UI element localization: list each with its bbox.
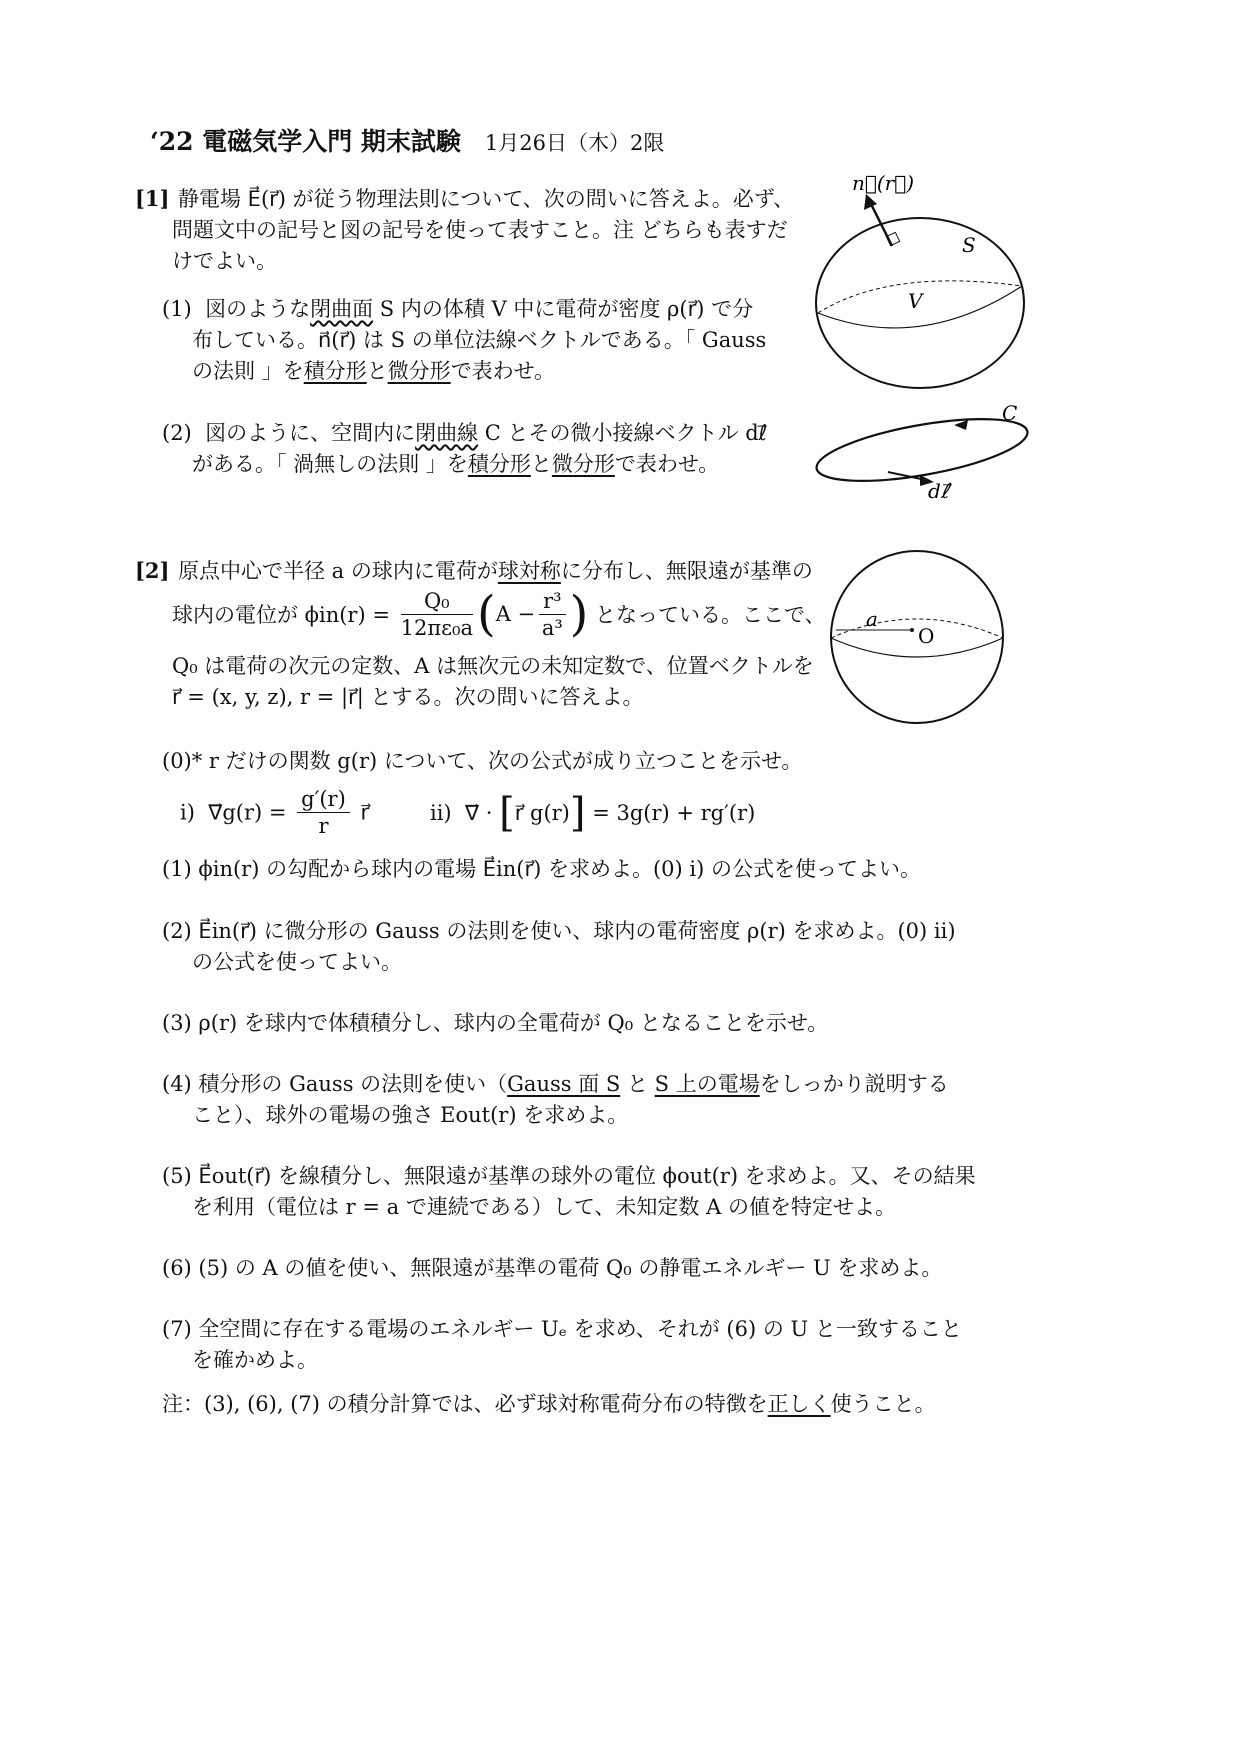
formula-i-rhs: r⃗ <box>360 800 370 825</box>
q2-part2-line2: の公式を使ってよい。 <box>192 950 402 974</box>
q2-part6: (6) (5) の A の値を使い、無限遠が基準の電荷 Q₀ の静電エネルギー U を求めよ。 <box>162 1256 943 1280</box>
sphere-equator-back <box>831 619 1003 638</box>
formula-i-fraction <box>297 786 350 839</box>
q1-intro-3: けでよい。 <box>172 249 277 273</box>
q2-line1-c: に分布し、無限遠が基準の <box>560 559 813 583</box>
q1-part1-line3 <box>192 355 555 387</box>
exam-title: ‘22 電磁気学入門 期末試験 <box>150 127 461 156</box>
integral-form-term: 積分形 <box>303 359 367 383</box>
normal-arrow-head <box>864 194 877 210</box>
q1-part1-law: の法則 」を <box>192 359 304 383</box>
right-paren: ) <box>569 586 589 642</box>
q2-part0: (0)* r だけの関数 g(r) について、次の公式が成り立つことを示せ。 <box>162 749 803 773</box>
q2-part4-b: をしっかり説明する <box>759 1072 949 1096</box>
surface-label: S <box>962 233 976 257</box>
q1-part2-end: で表わせ。 <box>614 452 720 476</box>
q2-part5-line2: を利用（電位は r = a で連続である）して、未知定数 A の値を特定せよ。 <box>192 1195 896 1219</box>
q2-part1: (1) ϕin(r) の勾配から球内の電場 E⃗in(r⃗) を求めよ。(0) i) の公式を使ってよい。 <box>162 857 921 881</box>
note-text-a: 注：(3), (6), (7) の積分計算では、必ず球対称電荷分布の特徴を <box>162 1392 768 1416</box>
differential-form-term: 微分形 <box>387 359 451 383</box>
formula-i-denominator: r <box>318 814 329 838</box>
origin-point <box>910 628 914 632</box>
ratio-denominator: a³ <box>541 615 563 640</box>
q2-line3: Q₀ は電荷の次元の定数、A は無次元の未知定数で、位置ベクトルを <box>172 654 814 678</box>
q2-note <box>162 1388 936 1420</box>
q2-part4-line2: こと）、球外の電場の強さ Eout(r) を求めよ。 <box>192 1103 629 1127</box>
fraction-numerator: Q₀ <box>401 588 473 615</box>
q2-line4: r⃗ = (x, y, z), r = |r⃗| とする。次の問いに答えよ。 <box>172 685 644 709</box>
formula-ii-rhs: = 3g(r) + rg′(r) <box>592 801 756 825</box>
q2-part3: (3) ρ(r) を球内で体積積分し、球内の全電荷が Q₀ となることを示せ。 <box>162 1011 829 1035</box>
closed-surface-term: 閉曲面 <box>310 297 374 321</box>
potential-post: となっている。ここで、 <box>595 603 826 627</box>
q2-line1 <box>178 555 813 587</box>
right-bracket: ] <box>569 790 586 836</box>
curve-direction-head <box>954 420 968 430</box>
formula-i-numerator: g′(r) <box>297 786 350 813</box>
potential-equation <box>172 586 826 642</box>
q1-intro-2: 問題文中の記号と図の記号を使って表すこと。注 どちらも表すだ <box>172 218 788 242</box>
q1-part1-line1 <box>162 293 753 325</box>
q1-part2-text-a: 図のように、空間内に <box>205 421 416 445</box>
left-bracket: [ <box>499 790 515 836</box>
q1-part1-and: と <box>366 359 388 383</box>
q1-number: [1] <box>135 186 170 211</box>
q1-part1-number: (1) <box>162 297 192 321</box>
note-text-c: 使うこと。 <box>830 1392 936 1416</box>
dl-label: dℓ⃗ <box>928 479 950 503</box>
normal-vector-arrow <box>870 202 892 246</box>
formula-i <box>180 786 369 839</box>
q1-part1-text-b: S 内の体積 V 中に電荷が密度 ρ(r⃗) で分 <box>373 297 754 321</box>
formula-ii-mid: r⃗ g(r) <box>514 801 570 825</box>
field-on-surface-term: S 上の電場 <box>654 1072 760 1096</box>
closed-curve-term: 閉曲線 <box>415 421 479 445</box>
q2-part2-line1: (2) E⃗in(r⃗) に微分形の Gauss の法則を使い、球内の電荷密度 ρ(r) を求めよ。(0) ii) <box>162 919 956 943</box>
sphere-figure <box>828 548 1008 728</box>
q2-part7-line1: (7) 全空間に存在する電場のエネルギー Uₑ を求め、それが (6) の U と一致すること <box>162 1317 962 1341</box>
spherical-symmetry-term: 球対称 <box>497 559 561 583</box>
q2-line1-a: 原点中心で半径 a の球内に電荷が <box>178 559 498 583</box>
formula-ii-label: ii) <box>430 801 452 825</box>
differential-form-term-2: 微分形 <box>551 452 615 476</box>
q1-part1-line2: 布している。n⃗(r⃗) は S の単位法線ベクトルである。「 Gauss <box>192 328 767 352</box>
ratio-fraction <box>539 588 565 641</box>
q1-part2-law: がある。「 渦無しの法則 」を <box>192 452 468 476</box>
q1-part2-line1 <box>162 417 767 449</box>
formula-i-lhs: ∇⃗g(r) = <box>208 800 287 825</box>
paren-content: A − <box>495 602 536 626</box>
formula-ii-lhs: ∇⃗ · <box>465 801 493 825</box>
q1-part2-text-b: C とその微小接線ベクトル dℓ⃗ <box>478 421 768 445</box>
q2-part4-and: と <box>620 1072 655 1096</box>
q1-intro-1: 静電場 E⃗(r⃗) が従う物理法則について、次の問いに答えよ。必ず、 <box>178 187 795 211</box>
origin-label: O <box>918 624 935 648</box>
left-paren: ( <box>476 586 496 642</box>
formula-ii <box>430 790 755 836</box>
gauss-surface-term: Gauss 面 S <box>507 1072 621 1096</box>
q2-part4-a: (4) 積分形の Gauss の法則を使い（ <box>162 1072 508 1096</box>
closed-curve-figure <box>808 398 1048 508</box>
exam-date: 1月26日（木）2限 <box>484 131 665 155</box>
q2-part4-line1 <box>162 1068 949 1100</box>
page-title <box>150 122 664 158</box>
formula-i-label: i) <box>180 800 195 825</box>
normal-label: n⃗(r⃗) <box>852 171 915 195</box>
curve-label: C <box>1002 401 1018 425</box>
ratio-numerator: r³ <box>539 588 565 615</box>
volume-label: V <box>908 289 923 313</box>
closed-surface-figure <box>800 168 1040 408</box>
q1-part1-end: で表わせ。 <box>450 359 556 383</box>
q1-part2-and: と <box>530 452 552 476</box>
fraction-denominator: 12πε₀a <box>400 615 473 640</box>
q2-number: [2] <box>135 558 170 583</box>
radius-label: a <box>866 607 878 631</box>
correctly-term: 正しく <box>767 1392 831 1416</box>
q1-part2-number: (2) <box>162 421 192 445</box>
q2-part5-line1: (5) E⃗out(r⃗) を線積分し、無限遠が基準の球外の電位 ϕout(r) を求めよ。又、その結果 <box>162 1164 976 1188</box>
q2-part7-line2: を確かめよ。 <box>192 1348 318 1372</box>
sphere-equator-front <box>831 638 1003 657</box>
q1-part1-text-a: 図のような <box>205 297 311 321</box>
potential-fraction <box>401 588 473 641</box>
q1-part2-line2 <box>192 448 719 480</box>
potential-lhs: 球内の電位が ϕin(r) = <box>172 603 390 627</box>
integral-form-term-2: 積分形 <box>467 452 531 476</box>
sphere-outline <box>831 551 1003 723</box>
